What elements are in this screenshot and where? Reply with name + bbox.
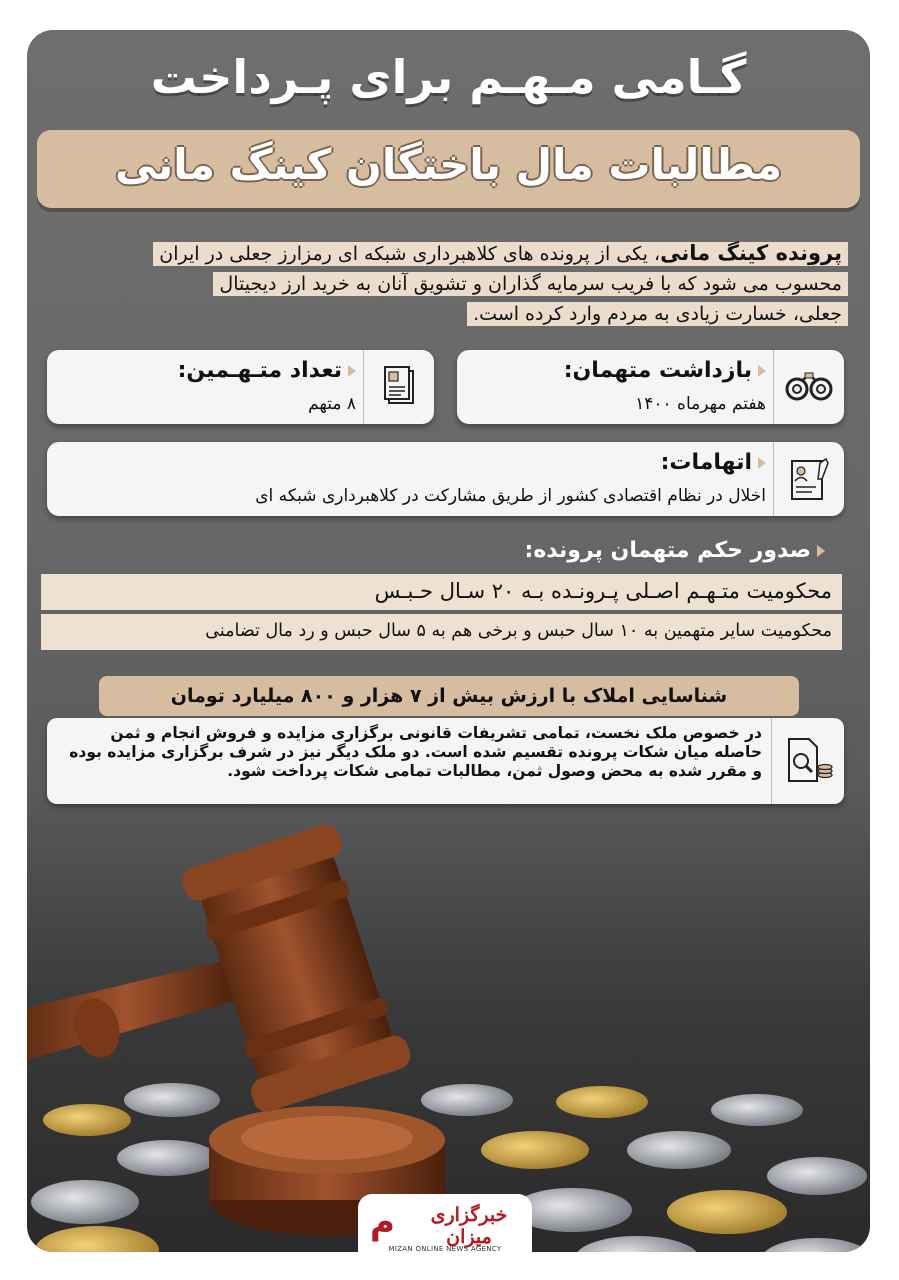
arrest-label-wrap — [564, 358, 766, 383]
sentence-line-1: محکومیت متـهـم اصـلی پـرونـده بـه ۲۰ سـال حـبـس — [41, 574, 842, 610]
charges-label: اتهامات: — [660, 450, 752, 475]
gavel — [27, 821, 445, 1236]
handcuffs-icon — [773, 350, 844, 424]
defendants-value: ۸ متهم — [308, 394, 356, 414]
charges-box — [47, 442, 844, 516]
title-banner — [37, 130, 860, 208]
sentence-label: صدور حکم متهمان پرونده: — [524, 538, 811, 563]
title-line-2: مطالبات مال باختگان کینگ مانی — [114, 140, 783, 189]
logo-fa: خبرگزاری میزان — [430, 1204, 508, 1248]
intro-paragraph — [48, 238, 848, 329]
defendants-label-wrap — [178, 358, 356, 383]
assets-title: شناسایی املاک با ارزش بیش از ۷ هزار و ۸۰۰ میلیارد تومان — [99, 676, 799, 716]
charges-value: اخلال در نظام اقتصادی کشور از طریق مشارکت در کلاهبرداری شبکه ای — [255, 486, 766, 506]
sentence-heading — [525, 538, 825, 563]
title-line-1: گـامی مـهـم برای پـرداخت — [150, 50, 747, 104]
intro-line-1: ، یکی از پرونده های کلاهبرداری شبکه ای رمزارز جعلی در ایران — [159, 243, 661, 265]
arrest-box — [457, 350, 844, 424]
arrest-label: بازداشت متهمان: — [563, 358, 752, 383]
infographic-card — [27, 30, 870, 1252]
assets-text: در خصوص ملک نخست، تمامی تشریفات قانونی برگزاری مزایده و فروش انجام و ثمن حاصله میان شکات پرونده تقسیم شده است. دو ملک دیگر نیز در شرف برگزاری مزایده بوده و مقرر شده به محض وصول ثمن، مطالبات تمامی شکات پرداخت شود. — [69, 724, 762, 780]
defendants-label: تعداد متـهـمین: — [177, 358, 342, 383]
sentence-line-2: محکومیت سایر متهمین به ۱۰ سال حبس و برخی هم به ۵ سال حبس و رد مال تضامنی — [41, 614, 842, 650]
intro-bold: پرونده کینگ مانی — [660, 241, 842, 265]
intro-line-3: جعلی، خسارت زیادی به مردم وارد کرده است. — [467, 302, 848, 326]
gavel-coins-illustration — [27, 800, 870, 1252]
logo-en: MIZAN ONLINE NEWS AGENCY — [388, 1245, 502, 1252]
case-file-icon — [773, 442, 844, 516]
mizan-logo-mark: م — [370, 1202, 395, 1242]
documents-icon — [363, 350, 434, 424]
charges-label-wrap — [661, 450, 766, 475]
assets-box — [47, 718, 844, 804]
mizan-logo — [358, 1194, 532, 1252]
intro-line-2: محسوب می شود که با فریب سرمایه گذاران و تشویق آنان به خرید ارز دیجیتال — [213, 272, 848, 296]
arrest-value: هفتم مهرماه ۱۴۰۰ — [635, 394, 766, 414]
property-coins-icon — [771, 718, 844, 804]
defendants-box — [47, 350, 434, 424]
